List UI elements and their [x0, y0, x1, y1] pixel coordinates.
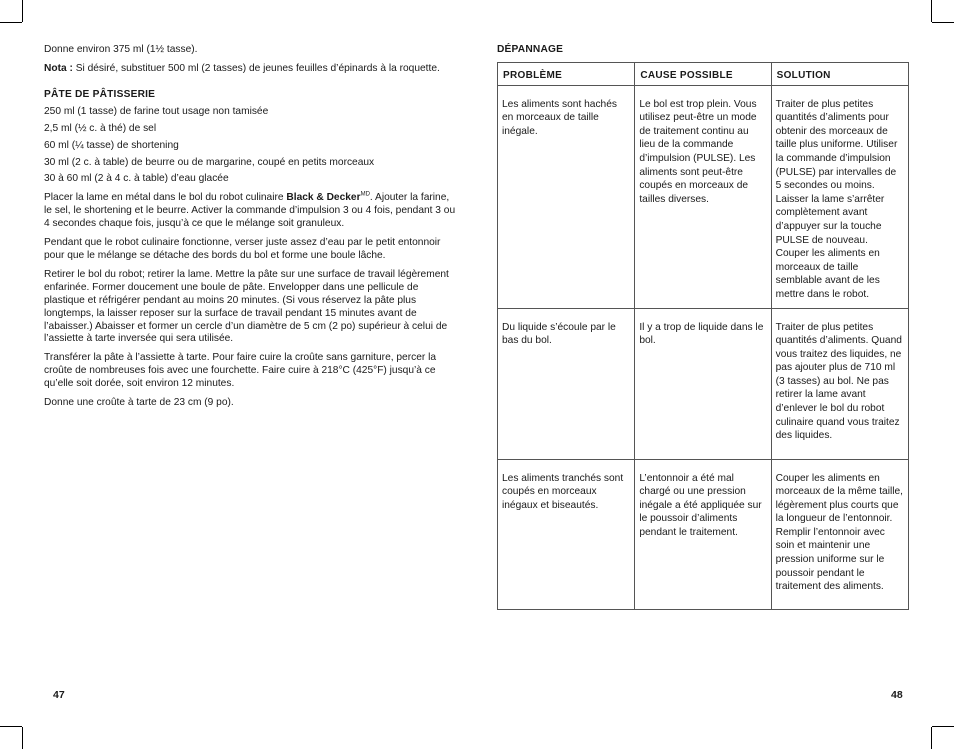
solution-cell: Traiter de plus petites quantités d’aliments pour obtenir des morceaux de taille plus uniforme. Utiliser la commande d’impulsion (PULSE) par intervalles de 5 secondes ou moins. Laisser la lame s’arrêter complètement avant d’appuyer sur la touche PULSE de nouveau. Couper les aliments en morceaux de taille semblable avant de les mettre dans le robot.: [771, 85, 908, 308]
ingredient: 250 ml (1 tasse) de farine tout usage non tamisée: [44, 105, 269, 117]
note-paragraph: [44, 63, 458, 76]
yield-line: Donne environ 375 ml (1½ tasse).: [44, 44, 198, 55]
crop-mark: [931, 0, 932, 22]
note-text: Si désiré, substituer 500 ml (2 tasses) de jeunes feuilles d’épinards à la roquette.: [72, 62, 440, 74]
table-row: [498, 459, 909, 609]
left-page: [44, 44, 458, 410]
cause-cell: L’entonnoir a été mal chargé ou une pression inégale a été appliquée sur le poussoir d’aliments pendant le traitement.: [635, 459, 771, 609]
ingredient: 60 ml (¼ tasse) de shortening: [44, 139, 179, 151]
step-paragraph: Retirer le bol du robot; retirer la lame. Mettre la pâte sur une surface de travail légèrement enfarinée. Former doucement une boule de pâte. Envelopper dans une pellicule de plastique et réfrigérer pendant au moins 20 minutes. (Si vous réservez la pâte plus longtemps, la laisser reposer sur la surface de travail pendant 15 minutes avant de l’abaisser.) Abaisser et former un cercle d’un diamètre de 5 cm (2 po) supérieur à celui de l’assiette à tarte inversée qui sera utilisée.: [44, 268, 449, 345]
step-paragraph: [44, 192, 458, 231]
problem-cell: Les aliments tranchés sont coupés en morceaux inégaux et biseautés.: [498, 459, 635, 609]
cause-cell: Le bol est trop plein. Vous utilisez peut-être un mode de traitement continu au lieu de la commande d’impulsion (PULSE). Les aliments sont peut-être coupés en morceaux de tailles diverses.: [635, 85, 771, 308]
page-number-right: 48: [891, 689, 903, 701]
solution-cell: Traiter de plus petites quantités d’aliments. Quand vous traitez des liquides, ne pas ajouter plus de 710 ml (3 tasses) au bol. Ne pas retirer la lame avant d’enlever le bol du robot culinaire quand vous traitez des liquides.: [771, 308, 908, 459]
page-number-left: 47: [53, 689, 65, 701]
column-header-cause: CAUSE POSSIBLE: [635, 63, 771, 86]
problem-cell: Du liquide s’écoule par le bas du bol.: [498, 308, 635, 459]
crop-mark: [0, 22, 22, 23]
crop-mark: [0, 726, 22, 727]
step1-post: . Ajouter la farine, le sel, le shortening et le beurre. Activer la commande d’impulsion 3 ou 4 fois, pendant 3 ou 4 secondes chaque fois, jusqu’à ce que le mélange soit granuleux.: [44, 192, 456, 230]
cause-cell: Il y a trop de liquide dans le bol.: [635, 308, 771, 459]
table-row: [498, 308, 909, 459]
ingredient: 30 ml (2 c. à table) de beurre ou de margarine, coupé en petits morceaux: [44, 156, 375, 168]
crop-mark: [22, 727, 23, 749]
pastry-heading: PÂTE DE PÂTISSERIE: [44, 88, 156, 100]
table-header-row: [498, 63, 909, 86]
ingredient: 30 à 60 ml (2 à 4 c. à table) d’eau glacée: [44, 173, 229, 185]
problem-cell: Les aliments sont hachés en morceaux de taille inégale.: [498, 85, 635, 308]
step1-pre: Placer la lame en métal dans le bol du robot culinaire: [44, 192, 287, 204]
crop-mark: [932, 726, 954, 727]
ingredient: 2,5 ml (½ c. à thé) de sel: [44, 122, 157, 134]
yield-crust: Donne une croûte à tarte de 23 cm (9 po).: [44, 397, 234, 409]
brand-mark: MD: [360, 191, 370, 198]
step-paragraph: Pendant que le robot culinaire fonctionne, verser juste assez d’eau par le petit entonnoir pour que le mélange se détache des bords du bol et forme une boule lâche.: [44, 237, 441, 261]
troubleshooting-heading: DÉPANNAGE: [497, 44, 564, 55]
troubleshooting-table: [497, 62, 909, 610]
crop-mark: [932, 22, 954, 23]
crop-mark: [931, 727, 932, 749]
note-label: Nota :: [44, 62, 73, 74]
column-header-problem: PROBLÈME: [498, 63, 635, 86]
brand-name: Black & Decker: [286, 192, 361, 204]
right-page: [497, 44, 909, 610]
column-header-solution: SOLUTION: [771, 63, 908, 86]
table-row: [498, 85, 909, 308]
step-paragraph: Transférer la pâte à l’assiette à tarte. Pour faire cuire la croûte sans garniture, percer la croûte de nombreuses fois avec une fourchette. Faire cuire à 218°C (425°F) jusqu’à ce qu’elle soit dorée, soit environ 12 minutes.: [44, 352, 437, 390]
solution-cell: Couper les aliments en morceaux de la même taille, légèrement plus courts que la longueur de l’entonnoir. Remplir l’entonnoir avec soin et maintenir une pression uniforme sur le poussoir pendant le traitement des aliments.: [771, 459, 908, 609]
crop-mark: [22, 0, 23, 22]
